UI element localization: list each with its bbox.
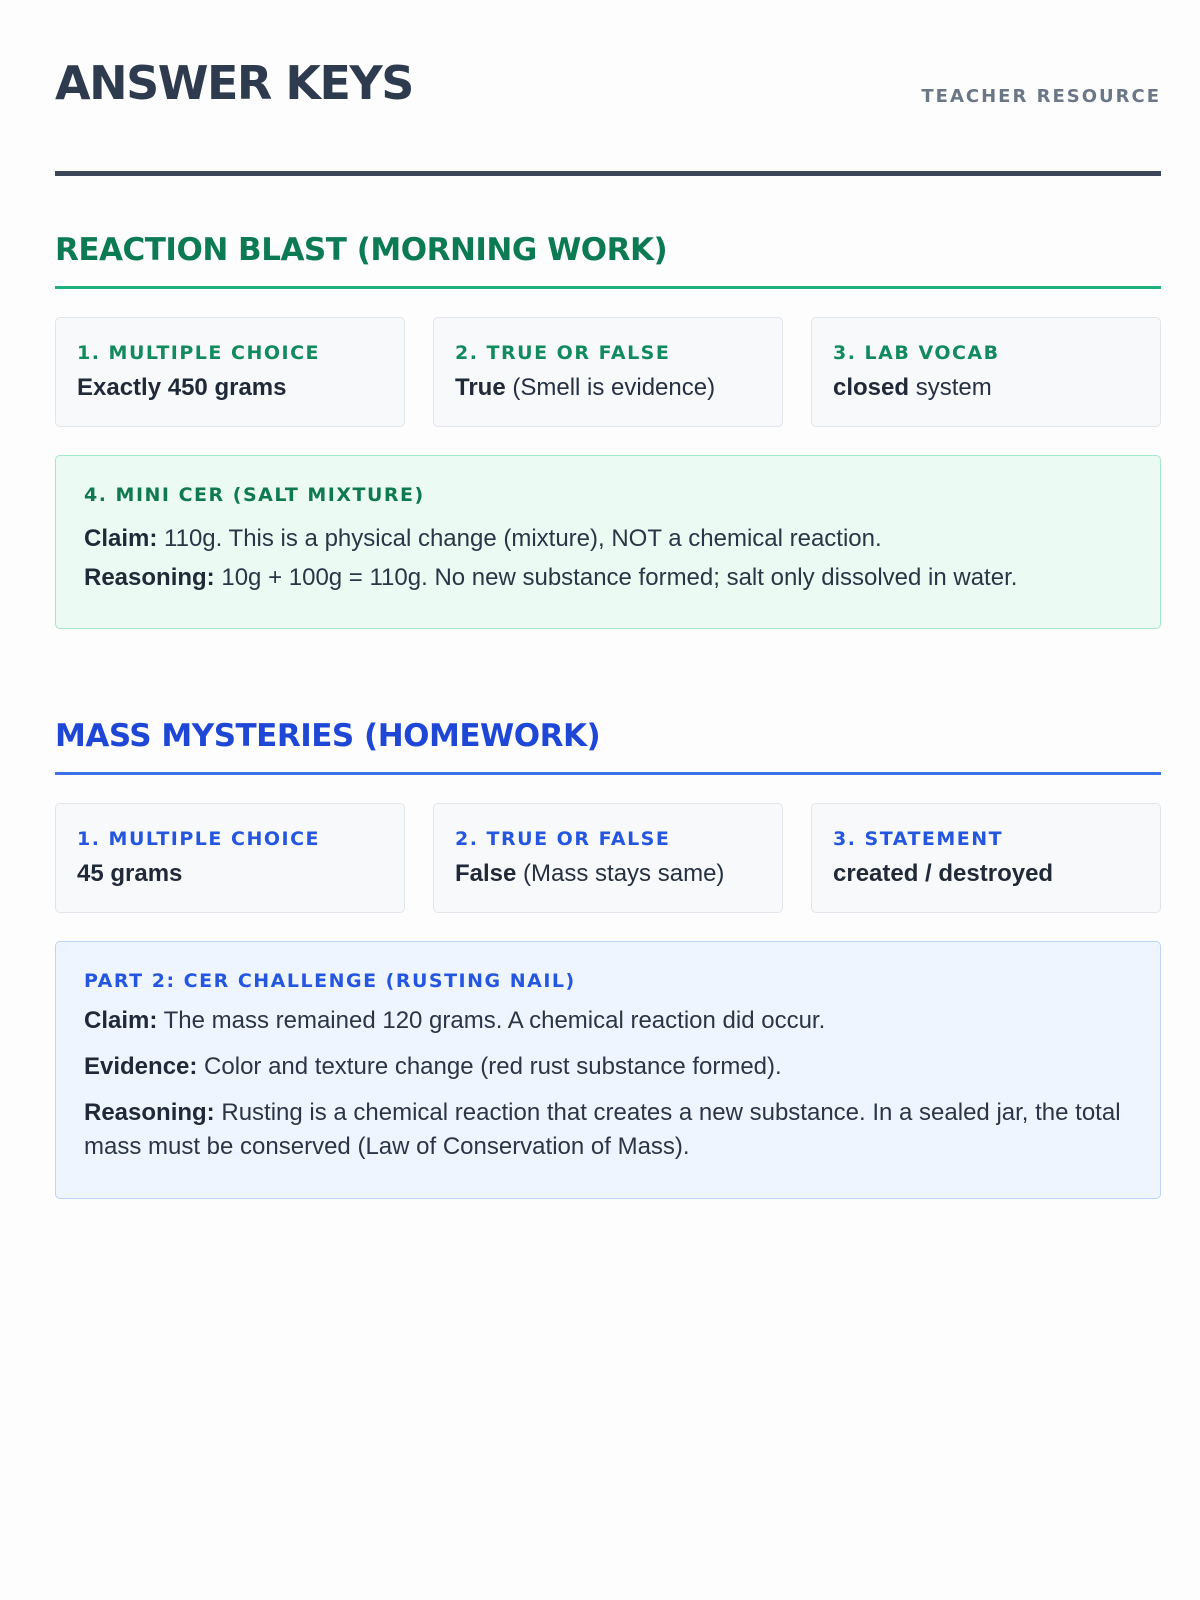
card-label: 3. STATEMENT	[833, 828, 1004, 850]
card-answer	[77, 860, 384, 888]
answer-card	[55, 317, 405, 427]
answer-bold: Exactly 450 grams	[77, 374, 287, 401]
page-subtitle: TEACHER RESOURCE	[921, 86, 1161, 107]
answer-card	[811, 803, 1161, 913]
card-answer	[833, 374, 1140, 402]
card-label: 2. TRUE OR FALSE	[455, 342, 671, 364]
answer-bold: created / destroyed	[833, 860, 1054, 887]
cer-text: 110g. This is a physical change (mixture), NOT a chemical reaction.	[157, 525, 882, 552]
answer-bold: 45 grams	[77, 860, 183, 887]
answer-rest: system	[909, 374, 992, 401]
cer-claim	[84, 522, 1132, 556]
card-answer	[455, 860, 762, 888]
card-label: 3. LAB VOCAB	[833, 342, 1000, 364]
answer-key-page	[55, 0, 1161, 1160]
answer-card	[433, 803, 783, 913]
card-answer	[455, 374, 762, 402]
cer-box	[55, 941, 1161, 1199]
section-title: REACTION BLAST (MORNING WORK)	[55, 232, 1161, 289]
cer-text: Rusting is a chemical reaction that creates a new substance. In a sealed jar, the total mass must be conserved (Law of Conservation of Mass).	[84, 1099, 1121, 1160]
card-answer	[833, 860, 1140, 888]
cer-text: Color and texture change (red rust substance formed).	[197, 1053, 782, 1080]
cer-key: Reasoning:	[84, 564, 215, 591]
cer-key: Claim:	[84, 525, 158, 552]
cer-reasoning	[84, 1096, 1132, 1164]
answer-card	[433, 317, 783, 427]
answer-bold: closed	[833, 374, 910, 401]
answer-card	[55, 803, 405, 913]
answer-bold: True	[455, 374, 506, 401]
cer-claim	[84, 1004, 1132, 1038]
card-answer	[77, 374, 384, 402]
answer-card	[811, 317, 1161, 427]
cer-key: Claim:	[84, 1007, 158, 1034]
answer-rest: (Smell is evidence)	[505, 374, 716, 401]
cer-box	[55, 455, 1161, 629]
cer-evidence	[84, 1050, 1132, 1084]
section-reaction-blast	[55, 232, 1161, 629]
answer-rest: (Mass stays same)	[516, 860, 725, 887]
card-label: 1. MULTIPLE CHOICE	[77, 342, 320, 364]
cer-key: Evidence:	[84, 1053, 198, 1080]
cer-text: The mass remained 120 grams. A chemical reaction did occur.	[157, 1007, 826, 1034]
section-mass-mysteries	[55, 718, 1161, 1199]
cer-text: 10g + 100g = 110g. No new substance formed; salt only dissolved in water.	[214, 564, 1018, 591]
answer-bold: False	[455, 860, 517, 887]
cer-key: Reasoning:	[84, 1099, 215, 1126]
cer-reasoning	[84, 561, 1132, 595]
section-title: MASS MYSTERIES (HOMEWORK)	[55, 718, 1161, 775]
card-label: 1. MULTIPLE CHOICE	[77, 828, 320, 850]
cer-label: 4. MINI CER (SALT MIXTURE)	[84, 484, 425, 506]
card-label: 2. TRUE OR FALSE	[455, 828, 671, 850]
answer-cards	[55, 803, 1161, 913]
answer-cards	[55, 317, 1161, 427]
page-title: ANSWER KEYS	[55, 56, 413, 110]
cer-label: PART 2: CER CHALLENGE (RUSTING NAIL)	[84, 970, 576, 992]
page-header	[55, 0, 1161, 176]
